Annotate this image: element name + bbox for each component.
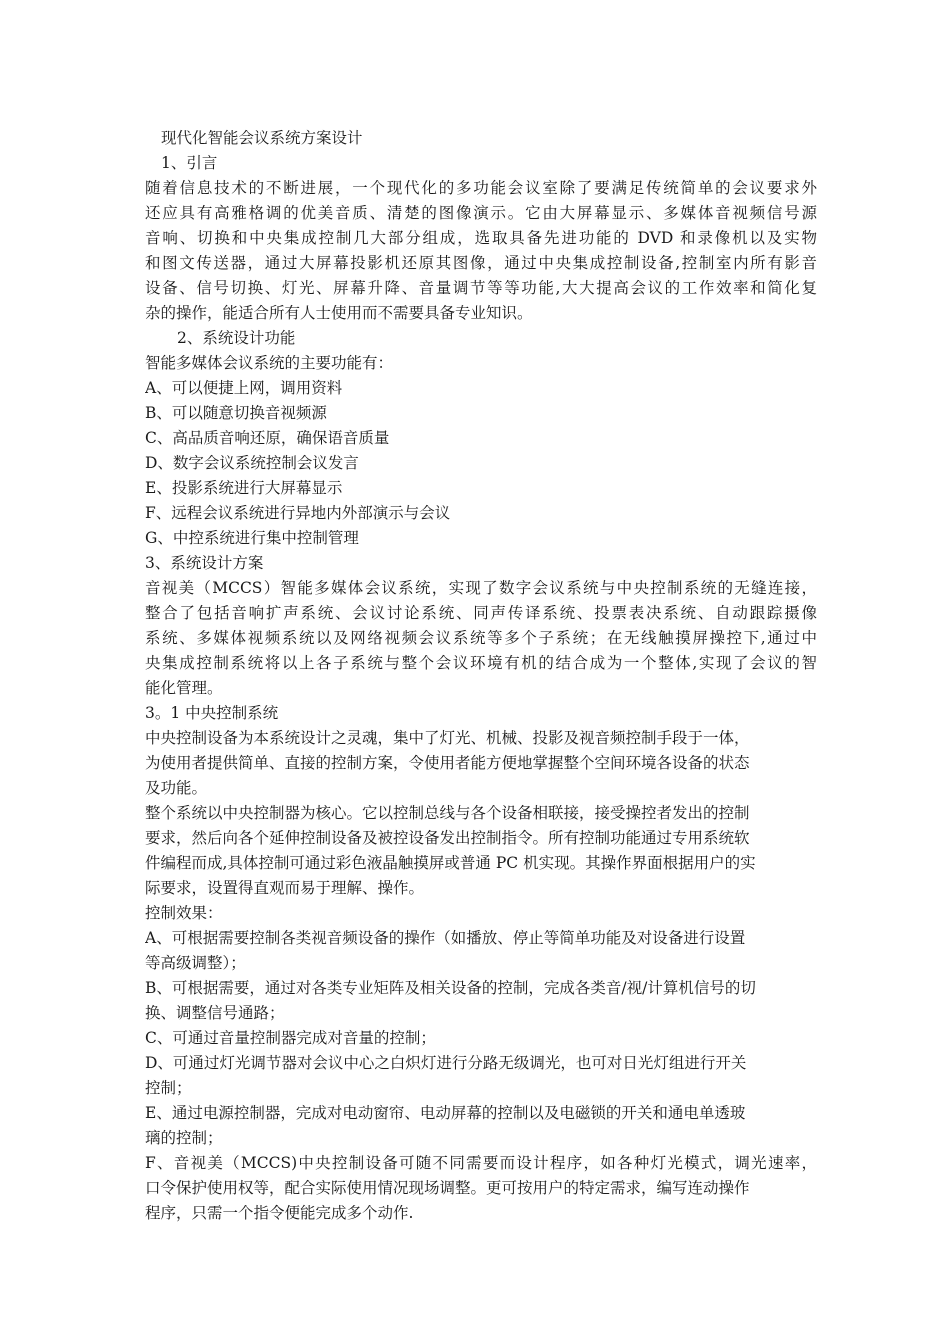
text-line: 要求，然后向各个延伸控制设备及被控设备发出控制指令。所有控制功能通过专用系统软 (145, 829, 750, 847)
text-line: G、中控系统进行集中控制管理 (145, 529, 359, 547)
text-line: B、可根据需要，通过对各类专业矩阵及相关设备的控制，完成各类音/视/计算机信号的切 (145, 979, 756, 997)
text-line: 口令保护使用权等，配合实际使用情况现场调整。更可按用户的特定需求，编写连动操作 (145, 1179, 750, 1197)
text-line: E、通过电源控制器，完成对电动窗帘、电动屏幕的控制以及电磁锁的开关和通电单透玻 (145, 1104, 746, 1122)
text-line: 设备、信号切换、灯光、屏幕升降、音量调节等等功能,大大提高会议的工作效率和简化复 (145, 279, 817, 297)
text-line: 能化管理。 (145, 679, 223, 697)
text-line: 3。1 中央控制系统 (145, 704, 279, 722)
text-line: 换、调整信号通路； (145, 1004, 285, 1022)
text-line: 控制； (145, 1079, 192, 1097)
text-line: 际要求，设置得直观而易于理解、操作。 (145, 879, 425, 897)
text-line: 智能多媒体会议系统的主要功能有： (145, 354, 394, 372)
text-line: D、数字会议系统控制会议发言 (145, 454, 359, 472)
text-line: 控制效果： (145, 904, 223, 922)
text-line: 3、系统设计方案 (145, 554, 264, 572)
text-line: 音响、切换和中央集成控制几大部分组成，选取具备先进功能的 DVD 和录像机以及实物 (145, 229, 817, 247)
text-line: F、远程会议系统进行异地内外部演示与会议 (145, 504, 451, 522)
text-line: 及功能。 (145, 779, 208, 797)
text-line: B、可以随意切换音视频源 (145, 404, 327, 422)
text-line: 音视美（MCCS）智能多媒体会议系统，实现了数字会议系统与中央控制系统的无缝连接， (145, 579, 817, 597)
text-line: 1、引言 (161, 154, 218, 172)
text-line: A、可根据需要控制各类视音频设备的操作（如播放、停止等简单功能及对设备进行设置 (145, 929, 746, 947)
text-line: 还应具有高雅格调的优美音质、清楚的图像演示。它由大屏幕显示、多媒体音视频信号源 (145, 204, 817, 222)
text-line: 和图文传送器，通过大屏幕投影机还原其图像，通过中央集成控制设备,控制室内所有影音 (145, 254, 817, 272)
text-line: 杂的操作，能适合所有人士使用而不需要具备专业知识。 (145, 304, 533, 322)
text-line: A、可以便捷上网，调用资料 (145, 379, 343, 397)
text-line: C、高品质音响还原，确保语音质量 (145, 429, 390, 447)
text-line: 为使用者提供简单、直接的控制方案，令使用者能方便地掌握整个空间环境各设备的状态 (145, 754, 750, 772)
text-line: 璃的控制； (145, 1129, 223, 1147)
text-line: F、音视美（MCCS)中央控制设备可随不同需要而设计程序，如各种灯光模式，调光速率， (145, 1154, 817, 1172)
document-title: 现代化智能会议系统方案设计 (161, 129, 363, 147)
text-line: 件编程而成,具体控制可通过彩色液晶触摸屏或普通 PC 机实现。其操作界面根据用户的实 (145, 854, 756, 872)
document-body (145, 126, 817, 1226)
text-line: C、可通过音量控制器完成对音量的控制； (145, 1029, 436, 1047)
text-line: 整合了包括音响扩声系统、会议讨论系统、同声传译系统、投票表决系统、自动跟踪摄像 (145, 604, 817, 622)
text-line: E、投影系统进行大屏幕显示 (145, 479, 343, 497)
text-line: 系统、多媒体视频系统以及网络视频会议系统等多个子系统；在无线触摸屏操控下,通过中 (145, 629, 817, 647)
text-line: 等高级调整）； (145, 954, 246, 972)
text-line: 央集成控制系统将以上各子系统与整个会议环境有机的结合成为一个整体,实现了会议的智 (145, 654, 817, 672)
text-line: 2、系统设计功能 (177, 329, 296, 347)
text-line: 中央控制设备为本系统设计之灵魂，集中了灯光、机械、投影及视音频控制手段于一体， (145, 729, 750, 747)
text-line: 程序，只需一个指令便能完成多个动作. (145, 1204, 414, 1222)
text-line: 整个系统以中央控制器为核心。它以控制总线与各个设备相联接，接受操控者发出的控制 (145, 804, 750, 822)
text-line: 随着信息技术的不断进展，一个现代化的多功能会议室除了要满足传统简单的会议要求外 (145, 179, 817, 197)
text-line: D、可通过灯光调节器对会议中心之白炽灯进行分路无级调光，也可对日光灯组进行开关 (145, 1054, 747, 1072)
